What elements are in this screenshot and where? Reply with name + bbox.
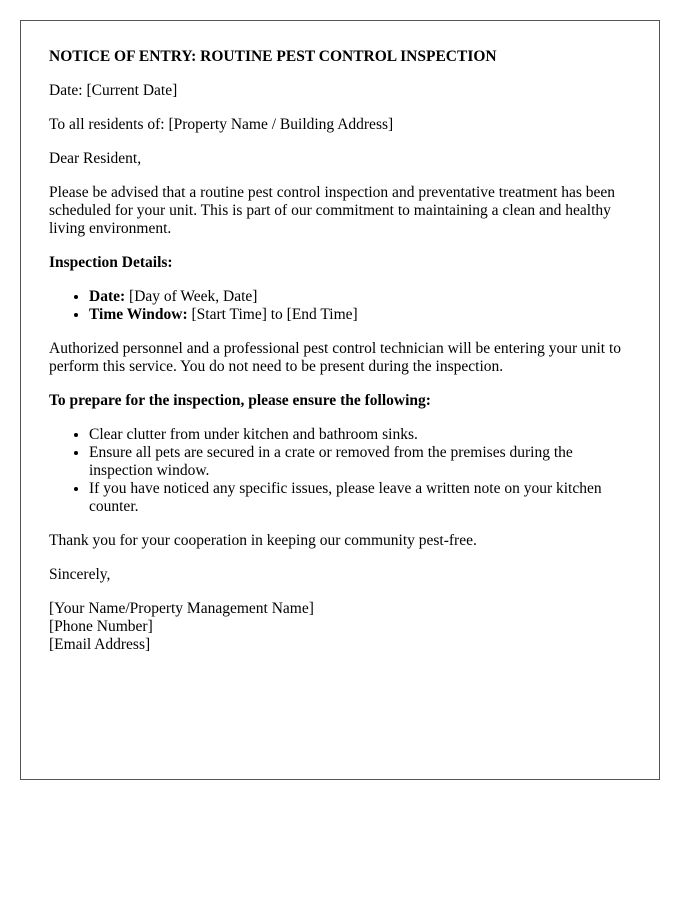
prepare-list xyxy=(49,426,629,516)
signature-name: [Your Name/Property Management Name] xyxy=(49,600,314,617)
detail-label: Date: xyxy=(89,288,126,305)
list-item: • Ensure all pets are secured in a crate or removed from the premises during the inspection window. xyxy=(89,444,629,480)
detail-value: [Day of Week, Date] xyxy=(125,288,258,305)
signature-email: [Email Address] xyxy=(49,636,151,653)
closing: Sincerely, xyxy=(49,566,111,583)
detail-item-date xyxy=(89,288,629,306)
authorized-paragraph: Authorized personnel and a professional pest control technician will be entering your unit to perform this service. You do not need to be present during the inspection. xyxy=(49,340,622,375)
thanks-paragraph: Thank you for your cooperation in keeping our community pest-free. xyxy=(49,532,477,549)
list-item: • Clear clutter from under kitchen and bathroom sinks. xyxy=(89,426,629,444)
signature-block xyxy=(49,600,629,654)
notice-content xyxy=(49,48,629,670)
greeting: Dear Resident, xyxy=(49,150,142,167)
details-heading: Inspection Details: xyxy=(49,254,173,271)
intro-paragraph: Please be advised that a routine pest control inspection and preventative treatment has been scheduled for your unit. This is part of our commitment to maintaining a clean and healthy living environment. xyxy=(49,184,615,237)
details-list xyxy=(49,288,629,324)
prepare-heading: To prepare for the inspection, please ensure the following: xyxy=(49,392,431,409)
notice-title: NOTICE OF ENTRY: ROUTINE PEST CONTROL INSPECTION xyxy=(49,48,497,65)
date-line: Date: [Current Date] xyxy=(49,82,178,99)
detail-label: Time Window: xyxy=(89,306,188,323)
detail-value: [Start Time] to [End Time] xyxy=(187,306,358,323)
detail-item-time-window xyxy=(89,306,629,324)
recipient-line: To all residents of: [Property Name / Building Address] xyxy=(49,116,394,133)
list-item: • If you have noticed any specific issues, please leave a written note on your kitchen counter. xyxy=(89,480,629,516)
notice-page xyxy=(20,20,660,780)
signature-phone: [Phone Number] xyxy=(49,618,153,635)
